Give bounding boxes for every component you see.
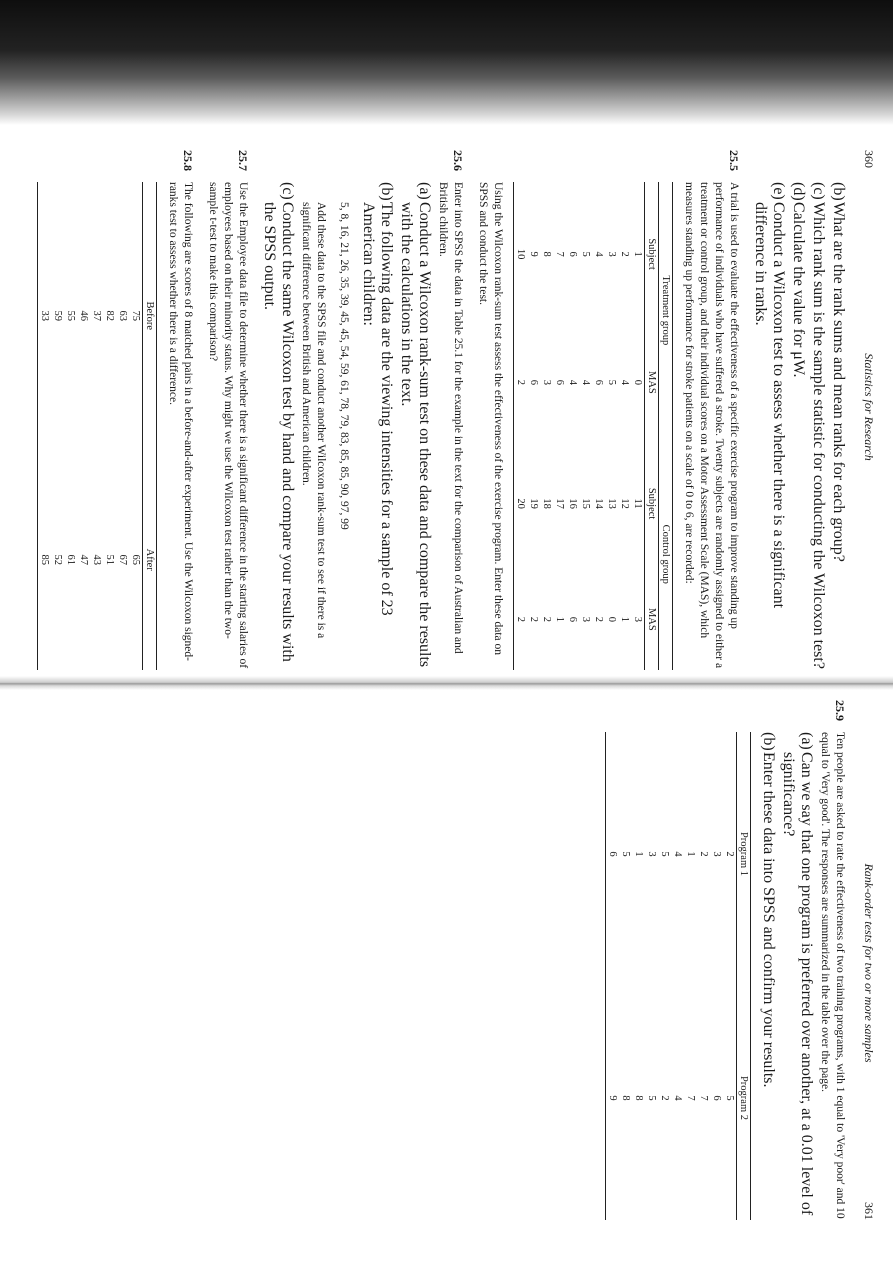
table-row [671,732,684,1220]
table-cell: 9 [606,976,620,1220]
table-cell: 3 [646,851,657,857]
column-header: After [143,449,157,670]
table-cell: 43 [91,554,102,565]
table-cell: 6 [567,251,578,257]
list-item: (d) Calculate the value for μW. [790,182,807,378]
table-cell: 2 [514,569,528,670]
table-row [77,182,90,670]
table-cell: 19 [528,498,539,509]
table-row [697,732,710,1220]
table-row [592,182,605,670]
exercise-text: A trial is used to evaluate the effectiveness of a specific exercise program to improve standing up performance of individuals who have suffered a stroke. Twenty subjects are randomly assigned to either a treatment or control group, and their individual scores on a Motor Assessment Scale (MAS), which measures standing up performance for stroke patients on a scale of 0 to 6, are recorded: [683,182,740,669]
table-cell: 5 [659,851,670,857]
table-cell: 1 [554,616,565,622]
table-cell: 2 [619,251,630,257]
table-cell: 52 [52,554,63,565]
table-cell: 18 [541,498,552,509]
table-cell: 5 [620,851,631,857]
exercise-25-7 [205,150,250,670]
continued-items [751,182,847,670]
list-item: (c) Which rank sum is the sample statistic for conducting the Wilcoxon test? [810,182,827,669]
table-cell: 3 [541,379,552,385]
list-item: (b) The following data are the viewing intensities for a sample of 23 American children: [360,182,395,616]
book-spine [0,676,893,690]
table-row [632,732,645,1220]
table-cell: 37 [91,310,102,321]
table-cell: 4 [567,379,578,385]
table-row [658,732,671,1220]
table-cell: 10 [514,182,528,326]
table-cell: 65 [130,554,141,565]
right-running-head [861,700,876,1220]
table-cell: 1 [685,851,696,857]
list-item: (b) What are the rank sums and mean ranks for each group? [830,182,847,562]
exercise-25-5 [681,150,741,670]
exercise-text: Enter into SPSS the data in Table 25.1 for the example in the text for the comparison of Australian and British children. [437,182,464,654]
table-cell: 2 [541,616,552,622]
column-header: Subject [645,439,659,569]
table-cell: 7 [554,251,565,257]
mas-table [513,182,673,670]
table-cell: 5 [724,1095,735,1101]
table-cell: 6 [606,732,620,976]
scanner-shadow [0,0,893,125]
table-cell: 3 [632,616,643,622]
column-header: MAS [645,569,659,670]
table-row [553,182,566,670]
column-header: Subject [645,182,659,326]
table-cell: 1 [619,616,630,622]
table-cell: 33 [38,182,52,449]
table-cell: 3 [580,616,591,622]
table-row [51,182,64,670]
right-page-number: 361 [862,1201,876,1220]
list-item: (a) Can we say that one program is preferred over another, at a 0.01 level of significance? [780,732,815,1216]
table-row [527,182,540,670]
table-row [129,182,143,670]
column-header: MAS [645,326,659,438]
table-cell: 75 [130,310,141,321]
exercise-number: 25.6 [451,150,465,171]
table-row [631,182,645,670]
table-row [90,182,103,670]
table-cell: 6 [593,379,604,385]
table-cell: 4 [672,1095,683,1101]
table-cell: 2 [528,616,539,622]
table-cell: 2 [698,851,709,857]
exercise-text: Using the Wilcoxon rank-sum test assess the effectiveness of the exercise program. Enter these data on SPSS and conduct the test. [477,182,504,656]
list-item: (c) Conduct the same Wilcoxon test by hand and compare your results with the SPSS output. [261,182,296,662]
table-cell: 5 [580,251,591,257]
table-cell: 2 [659,1095,670,1101]
table-cell: 2 [724,851,735,857]
table-cell: 4 [619,379,630,385]
table-cell: 7 [698,1095,709,1101]
column-header: Before [143,182,157,449]
table-row [618,182,631,670]
table-row [116,182,129,670]
table-cell: 1 [632,251,643,257]
table-cell: 51 [104,554,115,565]
left-page [39,150,876,670]
table-cell: 16 [567,498,578,509]
table-row [645,732,658,1220]
exercise-number: 25.9 [833,700,847,721]
table-cell: 2 [514,326,528,438]
left-page-number: 360 [862,150,876,168]
data-line: 5, 8, 16, 21, 26, 35, 39, 45, 45, 54, 59, 61, 78, 79, 83, 85, 85, 90, 97, 99 [338,202,350,530]
table-cell: 6 [711,1095,722,1101]
left-running-title: Statistics for Research [862,353,876,461]
table-cell: 7 [685,1095,696,1101]
table-row [605,182,618,670]
table-cell: 6 [554,379,565,385]
exercise-25-8 [165,150,195,670]
exercise-number: 25.7 [236,150,250,171]
table-row [710,732,723,1220]
table-cell: 0 [632,379,643,385]
table-cell: 1 [633,851,644,857]
exercise-text: Add these data to the SPSS file and conduct another Wilcoxon rank-sum test to see if there is a significant difference between British and American children. [300,202,327,639]
table-row [540,182,553,670]
table-row [514,182,528,670]
table-row [619,732,632,1220]
table-cell: 61 [65,554,76,565]
table-row [723,732,737,1220]
exercise-text: Ten people are asked to rate the effectiveness of two training programs, with 1 equal to 'Very poor' and 10 equal to 'Very good'. The responses are summarized in the table over the page. [819,732,846,1219]
table-cell: 6 [528,379,539,385]
table-cell: 2 [593,616,604,622]
table-cell: 20 [514,439,528,569]
exercise-number: 25.8 [181,150,195,171]
exercise-25-6 [260,150,465,670]
table-cell: 15 [580,498,591,509]
list-item: (b) Enter these data into SPSS and confirm your results. [760,732,777,1088]
table-cell: 17 [554,498,565,509]
table-cell: 46 [78,310,89,321]
exercise-25-9 [759,700,847,1220]
table-cell: 4 [593,251,604,257]
table-cell: 47 [78,554,89,565]
table-cell: 14 [593,498,604,509]
exercise-text: Use the Employee data file to determine whether there is a significant difference in the starting salaries of employees based on their minority status. Why might we use the Wilcoxon test rather than the two-sample t-test to make this comparison? [207,182,249,669]
table-cell: 55 [65,310,76,321]
table-cell: 4 [580,379,591,385]
column-header: Program 1 [737,732,751,976]
table-cell: 12 [619,498,630,509]
table-cell: 63 [117,310,128,321]
before-after-table [37,182,157,670]
group-header: Control group [659,439,673,670]
exercise-text: The following are scores of 8 matched pairs in a before-and-after experiment. Use the Wilcoxon signed-ranks test to assess whether there is a difference. [167,182,194,661]
table-row [64,182,77,670]
table-cell: 5 [646,1095,657,1101]
table-cell: 8 [620,1095,631,1101]
table-row [566,182,579,670]
table-cell: 9 [528,251,539,257]
table-cell: 82 [104,310,115,321]
left-running-head [861,150,876,670]
table-cell: 3 [711,851,722,857]
program-ratings-table [605,732,751,1220]
table-cell: 8 [633,1095,644,1101]
right-page [158,700,876,1220]
list-item: (a) Conduct a Wilcoxon rank-sum test on these data and compare the results with the calculations in the text. [398,182,433,668]
table-cell: 85 [38,449,52,670]
table-cell: 11 [632,498,643,509]
table-cell: 4 [672,851,683,857]
table-cell: 0 [606,616,617,622]
table-cell: 3 [606,251,617,257]
table-cell: 13 [606,498,617,509]
right-running-title: Rank-order tests for two or more samples [862,863,876,1063]
column-header: Program 2 [737,976,751,1220]
table-row [579,182,592,670]
exercise-number: 25.5 [727,150,741,171]
table-row [103,182,116,670]
table-cell: 6 [567,616,578,622]
table-row [38,182,52,670]
table-cell: 5 [606,379,617,385]
group-header: Treatment group [659,182,673,439]
table-cell: 67 [117,554,128,565]
table-row [684,732,697,1220]
table-cell: 8 [541,251,552,257]
table-cell: 59 [52,310,63,321]
table-row [606,732,620,1220]
list-item: (e) Conduct a Wilcoxon test to assess whether there is a significant difference in ranks. [752,182,787,609]
